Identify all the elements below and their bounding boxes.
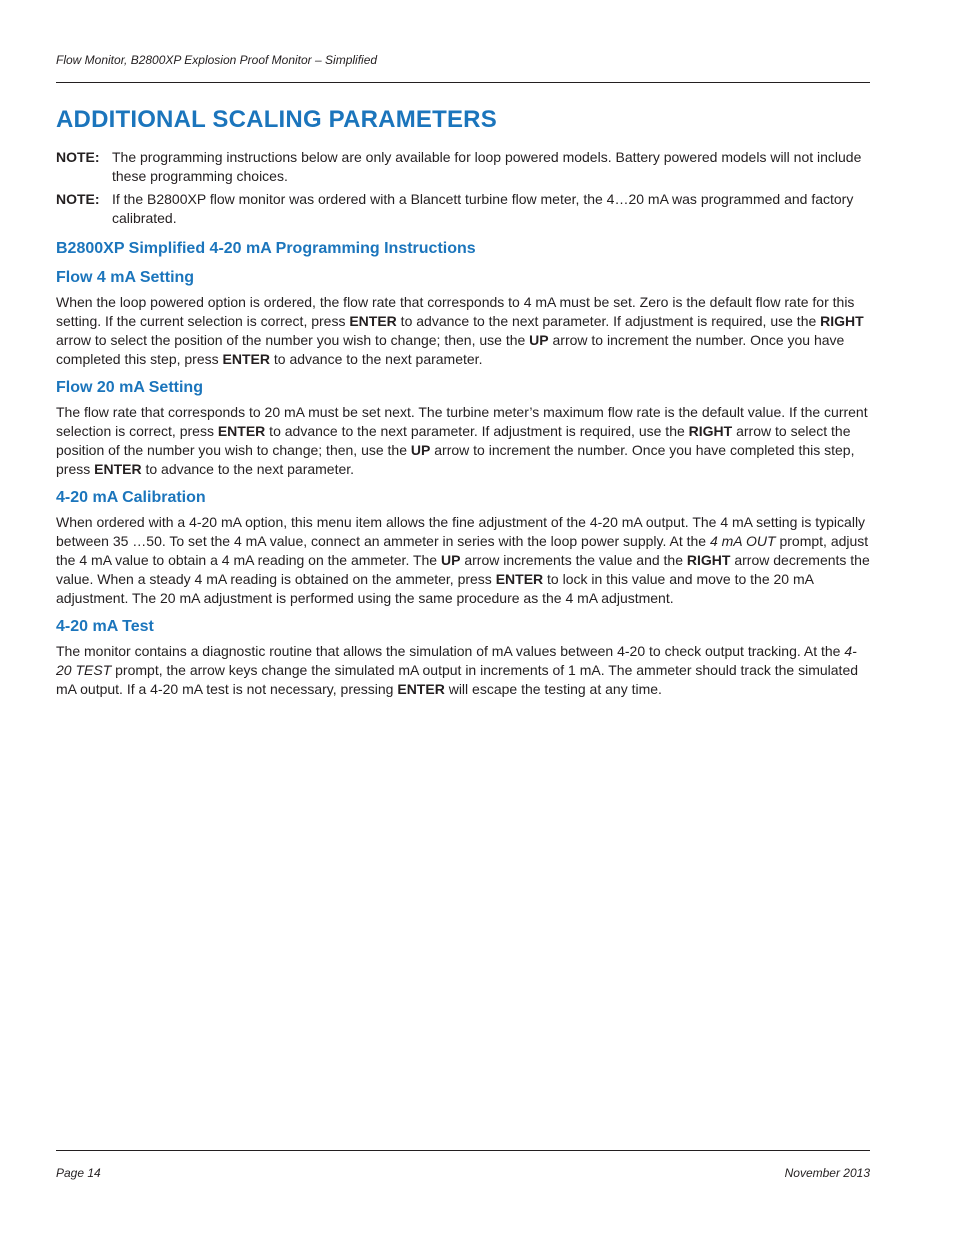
heading-test: 4-20 mA Test — [56, 618, 154, 635]
key-enter: ENTER — [349, 313, 397, 329]
heading-flow-20ma: Flow 20 mA Setting — [56, 379, 203, 396]
key-up: UP — [529, 332, 549, 348]
key-up: UP — [410, 442, 431, 458]
page-number: Page 14 — [56, 1166, 101, 1180]
running-header: Flow Monitor, B2800XP Explosion Proof Monitor – Simplified — [56, 53, 378, 67]
prompt-4-20-test: 4-20 TEST — [56, 643, 857, 678]
note-label: NOTE: — [56, 149, 100, 165]
heading-calibration: 4-20 mA Calibration — [56, 489, 206, 506]
footer-divider — [56, 1150, 870, 1151]
prompt-4ma-out: 4 mA OUT — [709, 533, 776, 549]
key-enter: ENTER — [217, 423, 266, 439]
paragraph-test: The monitor contains a diagnostic routine that allows the simulation of mA values between 4-20 to check output tracking. At the 4-20 TEST prompt, the arrow keys change the simulated mA output in increments of 1 mA. The ammeter should track the simulated mA output. If a 4-20 mA test is not necessary, pressing ENTER will escape the testing at any time. — [56, 643, 859, 697]
note-loop-powered — [56, 148, 870, 186]
note-text: The programming instructions below are only available for loop powered models. Battery powered models will not include these programming choices. — [112, 149, 862, 184]
document-page — [56, 0, 870, 1235]
main-content — [56, 106, 870, 709]
paragraph-calibration: When ordered with a 4-20 mA option, this menu item allows the fine adjustment of the 4-20 mA output. The 4 mA setting is typically between 35 …50. To set the 4 mA value, connect an ammeter in series with the loop power supply. At the 4 mA OUT prompt, adjust the 4 mA value to obtain a 4 mA reading on the ammeter. The UP arrow increments the value and the RIGHT arrow decrements the value. When a steady 4 mA reading is obtained on the ammeter, press ENTER to lock in this value and move to the 20 mA adjustment. The 20 mA adjustment is performed using the same procedure as the 4 mA adjustment. — [56, 514, 870, 606]
section-subtitle: B2800XP Simplified 4-20 mA Programming Instructions — [56, 240, 476, 257]
heading-flow-4ma: Flow 4 mA Setting — [56, 269, 195, 286]
paragraph-flow-4ma: When the loop powered option is ordered, the flow rate that corresponds to 4 mA must be set. Zero is the default flow rate for this setting. If the current selection is correct, press ENTER to advance to the next parameter. If adjustment is required, use the RIGHT arrow to select the position of the number you wish to change; then, use the UP arrow to increment the number. Once you have completed this step, press ENTER to advance to the next parameter. — [56, 294, 864, 367]
key-enter: ENTER — [495, 571, 544, 587]
page-title: ADDITIONAL SCALING PARAMETERS — [56, 106, 497, 133]
key-right: RIGHT — [688, 423, 733, 439]
publication-date: November 2013 — [784, 1166, 870, 1180]
key-right: RIGHT — [820, 313, 864, 329]
note-factory-calibrated — [56, 190, 870, 228]
key-enter: ENTER — [222, 351, 270, 367]
note-text: If the B2800XP flow monitor was ordered with a Blancett turbine flow meter, the 4…20 mA was programmed and factory calibrated. — [112, 191, 854, 226]
header-divider — [56, 82, 870, 83]
note-label: NOTE: — [56, 191, 100, 207]
key-up: UP — [440, 552, 461, 568]
key-enter: ENTER — [397, 681, 445, 697]
paragraph-flow-20ma: The flow rate that corresponds to 20 mA must be set next. The turbine meter’s maximum flow rate is the default value. If the current selection is correct, press ENTER to advance to the next parameter. If adjustment is required, use the RIGHT arrow to select the position of the number you wish to change; then, use the UP arrow to increment the number. Once you have completed this step, press ENTER to advance to the next parameter. — [56, 404, 868, 477]
key-right: RIGHT — [686, 552, 731, 568]
key-enter: ENTER — [94, 461, 142, 477]
